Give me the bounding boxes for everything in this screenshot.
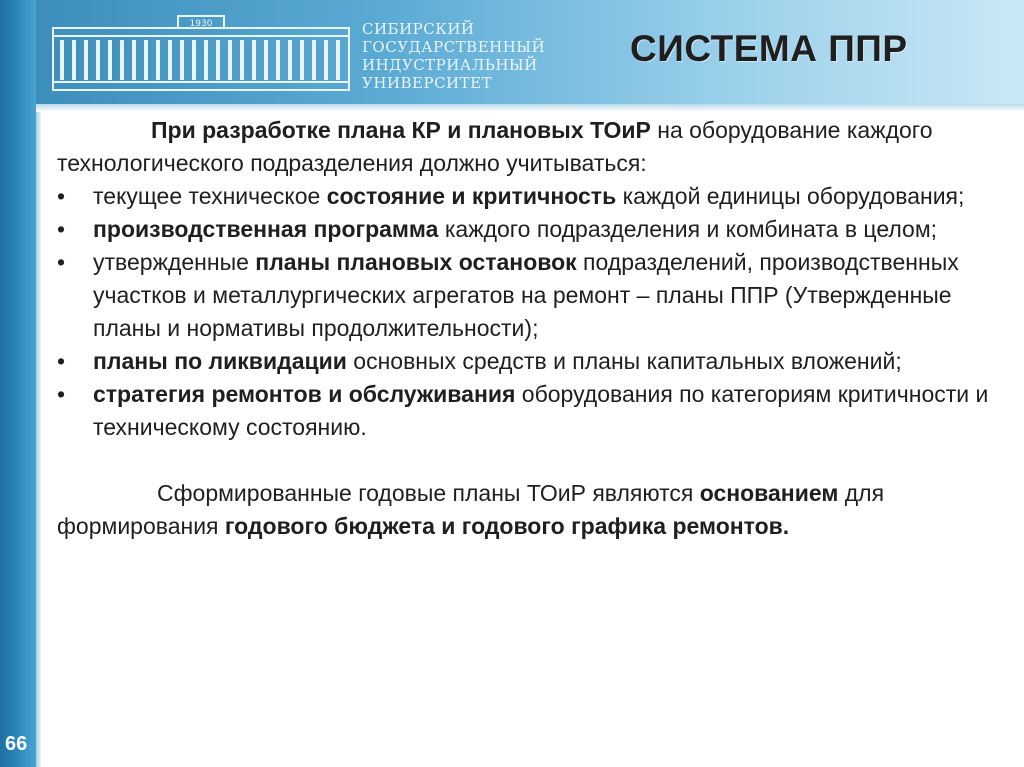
list-item [57, 180, 997, 213]
bullet-bold: планы по ликвидации [93, 348, 347, 374]
page-number: 66 [5, 733, 28, 755]
bullet-bold: стратегия ремонтов и обслуживания [93, 381, 516, 407]
bullet-text: подразделений, производственных участков и металлургических агрегатов на ремонт – планы ППР (Утвержденные планы и нормативы продолжительности); [93, 249, 959, 341]
left-accent-edge [36, 0, 41, 767]
university-name-line: ГОСУДАРСТВЕННЫЙ [362, 38, 546, 56]
bullet-bold: планы плановых остановок [255, 249, 577, 275]
closing-text: Сформированные годовые планы ТОиР являются [157, 480, 700, 506]
requirements-list [57, 180, 997, 444]
list-item [57, 378, 997, 444]
list-item [57, 246, 997, 345]
closing-bold: основанием [699, 480, 839, 506]
university-name-line: УНИВЕРСИТЕТ [362, 74, 493, 92]
university-name [362, 20, 562, 92]
bullet-text: каждой единицы оборудования; [616, 183, 965, 209]
list-item [57, 345, 997, 378]
bullet-text: основных средств и планы капитальных вложений; [346, 348, 902, 374]
bullet-marker: • [57, 348, 66, 374]
closing-paragraph [57, 477, 997, 543]
bullet-marker: • [57, 216, 66, 242]
bullet-bold: производственная программа [93, 216, 439, 242]
closing-text: для формирования [57, 480, 885, 539]
logo-label: 1930 [189, 19, 213, 29]
slide-title: СИСТЕМА ППР [630, 28, 908, 69]
intro-rest: на оборудование каждого технологического подразделения должно учитываться: [57, 117, 933, 176]
intro-bold: При разработке плана КР и плановых ТОиР [151, 117, 651, 143]
left-accent-bar [0, 0, 36, 767]
slide-body [57, 114, 997, 543]
university-building-logo [50, 14, 352, 94]
header-shadow [36, 104, 1024, 112]
bullet-text: каждого подразделения и комбината в целом; [438, 216, 938, 242]
university-name-line: СИБИРСКИЙ [362, 20, 475, 38]
bullet-text: утвержденные [93, 249, 256, 275]
list-item [57, 213, 997, 246]
bullet-marker: • [57, 381, 66, 407]
closing-bold: годового бюджета и годового графика ремонтов. [224, 513, 790, 539]
bullet-text: оборудования по категориям критичности и техническому состоянию. [93, 381, 989, 440]
bullet-text: текущее техническое [93, 183, 327, 209]
bullet-marker: • [57, 249, 66, 275]
bullet-bold: состояние и критичность [326, 183, 617, 209]
university-name-line: ИНДУСТРИАЛЬНЫЙ [362, 56, 538, 74]
bullet-marker: • [57, 183, 66, 209]
intro-paragraph [57, 114, 997, 180]
